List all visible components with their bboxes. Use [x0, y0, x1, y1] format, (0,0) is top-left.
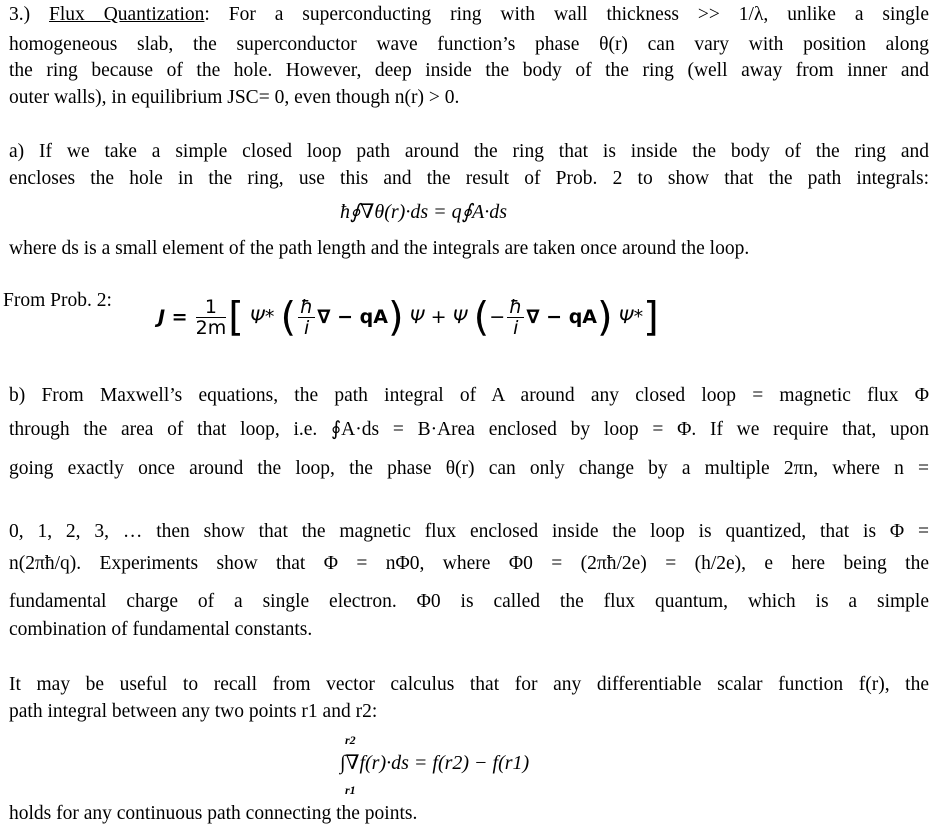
part-b-line-6: fundamental charge of a single electron. Φ0 is called the flux quantum, which is a simple	[9, 591, 929, 612]
part-a-after-line: where ds is a small element of the path length and the integrals are taken once around the loop.	[9, 238, 750, 259]
recall-equation: ∫∇f(r)·ds = f(r2) − f(r1)	[340, 752, 530, 774]
recall-final-line: holds for any continuous path connecting the points.	[9, 803, 418, 824]
paren-open-1: (	[280, 294, 297, 341]
integral-lower-limit: r1	[345, 783, 356, 797]
prob2-label: From Prob. 2:	[3, 290, 112, 311]
intro-line-3: the ring because of the hole. However, deep inside the body of the ring (well away from inner and	[9, 60, 929, 81]
part-a-equation: ħ∮∇θ(r)·ds = q∮A·ds	[340, 201, 508, 223]
part-b-line-2: through the area of that loop, i.e. ∮A·ds = B·Area enclosed by loop = Φ. If we require that, upon	[9, 419, 929, 440]
frac-den: 2m	[195, 317, 227, 339]
left-bracket: [	[228, 294, 244, 341]
one-over-2m	[196, 297, 227, 338]
intro-line-1	[9, 2, 929, 28]
part-b-line-5: n(2πħ/q). Experiments show that Φ = nΦ0, where Φ0 = (2πħ/2e) = (h/2e), e here being the	[9, 553, 929, 574]
hbar-num-1: ħ	[300, 296, 314, 318]
term1-post: Ψ + Ψ	[409, 306, 468, 328]
right-bracket: ]	[643, 294, 659, 341]
hbar-over-i-1	[298, 297, 315, 338]
prob2-equation: J = $\frac{1}{2m}$ [ Ψ* ( $\frac{ħ}{i}$ ∇ − qA) Ψ + Ψ (− $\frac{ħ}{i}$ ∇ − qA) Ψ*]	[158, 294, 659, 341]
recall-line-1: It may be useful to recall from vector calculus that for any differentiable scalar function f(r), the	[9, 674, 929, 695]
term2-op: ∇ − qA	[526, 306, 598, 328]
hbar-num-2: ħ	[509, 296, 523, 318]
problem-title: Flux Quantization	[49, 4, 205, 25]
frac-num: 1	[196, 297, 227, 318]
paren-close-1: )	[387, 294, 404, 341]
part-b-line-7: combination of fundamental constants.	[9, 619, 313, 640]
problem-number: 3.)	[9, 4, 31, 25]
hbar-over-i-2	[507, 297, 524, 338]
part-b-line-4: 0, 1, 2, 3, … then show that the magnetic flux enclosed inside the loop is quantized, that is Φ =	[9, 521, 929, 542]
i-den-1: i	[304, 317, 310, 339]
part-b-line-1: b) From Maxwell’s equations, the path integral of A around any closed loop = magnetic flux Φ	[9, 385, 929, 406]
part-a-line-1: a) If we take a simple closed loop path around the ring that is inside the body of the ring and	[9, 141, 929, 162]
current-density-lhs: J =	[158, 306, 188, 328]
part-a-line-2: encloses the hole in the ring, use this and the result of Prob. 2 to show that the path integrals:	[9, 168, 929, 189]
paren-close-2: )	[597, 294, 613, 341]
part-b-line-3: going exactly once around the loop, the phase θ(r) can only change by a multiple 2πn, where n =	[9, 458, 929, 479]
integral-upper-limit: r2	[345, 733, 356, 747]
term1-pre: Ψ*	[249, 306, 275, 328]
intro-line-2: homogeneous slab, the superconductor wave function’s phase θ(r) can vary with position along	[9, 34, 929, 55]
term1-op: ∇ − qA	[317, 306, 388, 328]
paren-open-2: (	[473, 294, 490, 341]
i-den-2: i	[513, 317, 519, 339]
intro-line-4: outer walls), in equilibrium JSC= 0, even though n(r) > 0.	[9, 87, 460, 108]
term2-post: Ψ*	[618, 306, 644, 328]
recall-line-2: path integral between any two points r1 and r2:	[9, 701, 378, 722]
intro-text-1: : For a superconducting ring with wall thickness >> 1/λ, unlike a single	[204, 4, 929, 25]
